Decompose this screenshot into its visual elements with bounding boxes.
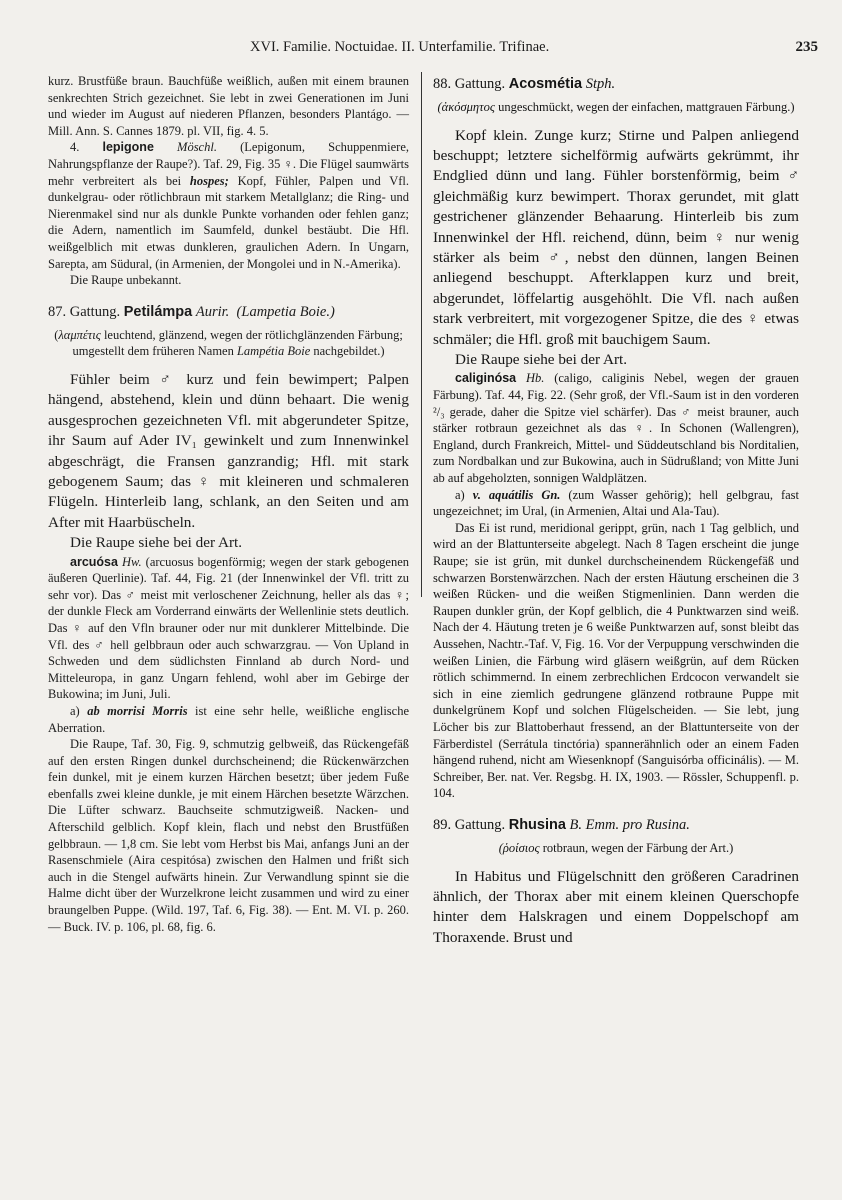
genus-87-heading: 87. Gattung. Petilámpa Aurir. (Lampetia Boie.)	[48, 303, 335, 320]
species-arcuosa: arcuósa Hw. (arcuosus bogenförmig; wegen der stark gebogenen äußeren Querlinie). Taf. 44, Fig. 21 (der Innenwinkel der Vfl. tritt zu sehr vor). Das ♂ meist mit verloschener Zeichnung, heller als das ♀; der dunkle Fleck am Vorderrand einwärts der Wellenlinie stets deutlich. Das ♀ auf den Vfln brauner oder nur mit dunklerer Mittelbinde. Die Vfl. des ♂ hell gelbbraun oder auch schwarzgrau. — Von Upland in Schweden und dem südlichsten Finnland ab durch Nord- und Mitteleuropa, in ganz Ungarn fehlend, wohl aber im Gebirge der Bukowina; im Juni, Juli.	[48, 554, 410, 702]
species-name: lepigone	[102, 140, 154, 155]
genus-87-etymology: (λαμπέτις leuchtend, glänzend, wegen der rötlichglänzenden Färbung; umgestellt dem früheren Namen Lampétia Boie nachgebildet.)	[54, 327, 403, 359]
species-name: arcuósa	[70, 554, 118, 569]
genus-name: Rhusina	[508, 816, 566, 833]
right-column	[433, 73, 799, 948]
page-number: 235	[795, 39, 818, 55]
genus-88-etymology: (ἀκόσμητος ungeschmückt, wegen der einfachen, mattgrauen Färbung.)	[437, 100, 795, 114]
column-divider	[421, 72, 422, 597]
genus-88-description: Kopf klein. Zunge kurz; Stirne und Palpen anliegend beschuppt; letztere sichelförmig aufwärts gekrümmt, ihr Endglied dünn und lang. Fühler borstenförmig, beim ♂ gleichmäßig kurz bewimpert. Thorax gerundet, mit glatt gestrichener glänzender Behaarung. Hinterleib bis zum Innenwinkel der Hfl. reichend, dünn, beim ♀ nur wenig stärker als beim ♂, nebst den dünnen, langen Beinen anliegend beschuppt. Afterklappen kurz und breit, abgerundet, löffelartig ausgehöhlt. Die Vfl. nach außen stark verbreitert, mit vorgezogener Spitze, die des ♀ etwas schmäler; die Hfl. groß mit bauchigem Saum.	[433, 126, 799, 348]
left-column	[48, 73, 409, 935]
genus-88-raupe-note: Die Raupe siehe bei der Art.	[455, 351, 628, 369]
species-lepigone: 4. lepigone Möschl. (Lepigonum, Schuppenmiere, Nahrungspflanze der Raupe?). Taf. 29, Fig. 35 ♀. Die Flügel saumwärts mehr verbreitert als bei hospes; Kopf, Fühler, Palpen und Vfl. dunkelgrau- oder rötlichbraun mit starkem Metallglanz; die Ring- und Nierenmakel sind nur als dunkle Punkte vorhanden oder fehlen ganz; die Adern, namentlich im Saumfeld, dunkel bestäubt. Die Hfl. weißgelblich mit etwas dunkleren, graulichen Adern. In Ungarn, Sarepta, am Südural, (in Armenien, der Mongolei und in N.-Amerika).	[48, 140, 410, 271]
genus-88-heading: 88. Gattung. Acosmétia Stph.	[433, 76, 616, 92]
aberration-morrisi: a) ab morrisi Morris ist eine sehr helle, weißliche englische Aberration.	[48, 703, 410, 735]
genus-87-raupe-note: Die Raupe siehe bei der Art.	[70, 534, 243, 552]
caliginosa-ei-raupe: Das Ei ist rund, meridional gerippt, grün, nach 1 Tag gelblich, und wird an der Blattunterseite abgelegt. Nach 8 Tagen erscheint die junge Raupe; sie ist grün, mit dunkel durchscheinendem Rückengefäß und schwarzen Borstenwärzchen. Nach der ersten Häutung erscheinen die 3 weißen Rücken- und die weißen Stigmenlinien. Dann werden die Raupen dunkler grün, der Kopf gelblich, die 4 Punktwarzen sind weiß. Nach der 4. Häutung treten je 6 weiße Punktwarzen auf, sonst bleibt das Aussehen, Nachtr.-Taf. V, Fig. 16. Vor der Verpuppung verschwinden die weißen Linien, die Färbung wird gläsern weißgrün, auf dem Rücken rötlich schimmernd. In einem zerbrechlichen Erdcocon verwandelt sie sich in eine ziemlich gedrungene glänzend rotbraune Puppe mit dunkelgrünem Kopf und solchen Flügelscheiden. — Sie lebt, jung Löcher bis zur Blattoberhaut fressend, an der Blattunterseite von der Färberdistel (Serrátula tinctória) spannerähnlich oder an einem Faden hängend ruhend, nicht am Wiesenknopf (Sanguisórba officinális). — M. Schreiber, Ber. nat. Ver. Regsbg. H. IX, 1903. — Rössler, Schuppenfl. p. 104.	[433, 520, 799, 801]
genus-89-description: In Habitus und Flügelschnitt den größeren Caradrinen ähnlich, der Thorax aber mit einem kleinen Querschopfe hinter dem Halskragen und einem Doppelschopf am Thoraxende. Brust und	[433, 867, 799, 946]
genus-89-etymology: (ῥοίσιος rotbraun, wegen der Färbung der Art.)	[498, 840, 734, 855]
page-header	[250, 32, 820, 62]
variety-aquatilis: a) v. aquátilis Gn. (zum Wasser gehörig); hell gelbgrau, fast ungezeichnet; im Ural, (in Armenien, Altai und Ala-Tau).	[433, 487, 800, 519]
raupe-note: Die Raupe unbekannt.	[70, 273, 182, 288]
genus-87-description: Fühler beim ♂ kurz und fein bewimpert; Palpen hängend, abstehend, klein und dünn behaart. Die wenig ausgesprochen gezeichneten Vfl. mit abgerundeter Spitze, ihr Saum auf Ader IV₁ gewinkelt und zum Innenwinkel abgeschrägt, die Fransen ganzrandig; Hfl. mit stark gebogenem Saum; das ♀ mit kleineren und schmaleren Flügeln. Hinterleib lang, schlank, an den Seiten und am After mit Haarbüscheln.	[48, 370, 409, 531]
species-author: Möschl.	[177, 140, 217, 155]
genus-89-heading: 89. Gattung. Rhusina B. Emm. pro Rusina.	[433, 816, 690, 833]
arcuosa-raupe: Die Raupe, Taf. 30, Fig. 9, schmutzig gelbweiß, das Rückengefäß auf den ersten Ringen dunkel durchscheinend; die Rückenwärzchen fein dunkel, mit je einem kurzen Härchen besetzt; über jedem Fuße ebenfalls zwei kleine dunkle, je mit einem Härchen besetzte Wärzchen. Die Lüfter schwarz. Bauchseite schmutzigweiß. Nacken- und Afterschild gelblich. Kopf klein, flach und nebst den Brustfüßen gelbbraun. — 1,8 cm. Sie lebt vom Herbst bis Mai, anfangs Juni an der Rasenschmiele (Aira cespitósa) zwischen den Halmen und frißt sich auch in die Stengel aufwärts hinein. Zur Verwandlung spinnt sie die Halme dicht über der Wurzelkrone leicht zusammen und wird zu einer braungelben Puppe. (Wild. 197, Taf. 6, Fig. 38). — Ent. M. VI. p. 260. — Buck. IV. p. 106, pl. 68, fig. 6.	[48, 737, 409, 934]
intro-paragraph: kurz. Brustfüße braun. Bauchfüße weißlich, außen mit einem braunen senkrechten Strich gezeichnet. Sie lebt in zwei Generationen im Juni und wieder im August auf niederen Pflanzen, besonders Plantágo. — Mill. Ann. S. Cannes 1879. pl. VII, fig. 4. 5.	[48, 74, 409, 138]
species-name: caliginósa	[455, 371, 517, 386]
species-caliginosa: caliginósa Hb. (caligo, caliginis Nebel, wegen der grauen Färbung). Taf. 44, Fig. 22. (Sehr groß, der Vfl.-Saum ist in den vorderen ²/₃ gerade, daher die Spitze viel schärfer). Das ♂ meist brauner, auch stärker rotbraun gezeichnet als das ♀. In Schonen (Wallengren), England, durch Frankreich, Mittel- und Süddeutschland bis Norditalien, zum Nordbalkan und zur Bukowina, auch in Südrußland; von Mitte Juni ab auf abgeholzten, sonnigen Waldplätzen.	[433, 371, 800, 486]
genus-name: Petilámpa	[123, 303, 193, 320]
genus-name: Acosmétia	[508, 76, 583, 92]
running-title: XVI. Familie. Noctuidae. II. Unterfamilie. Trifinae.	[250, 39, 550, 55]
